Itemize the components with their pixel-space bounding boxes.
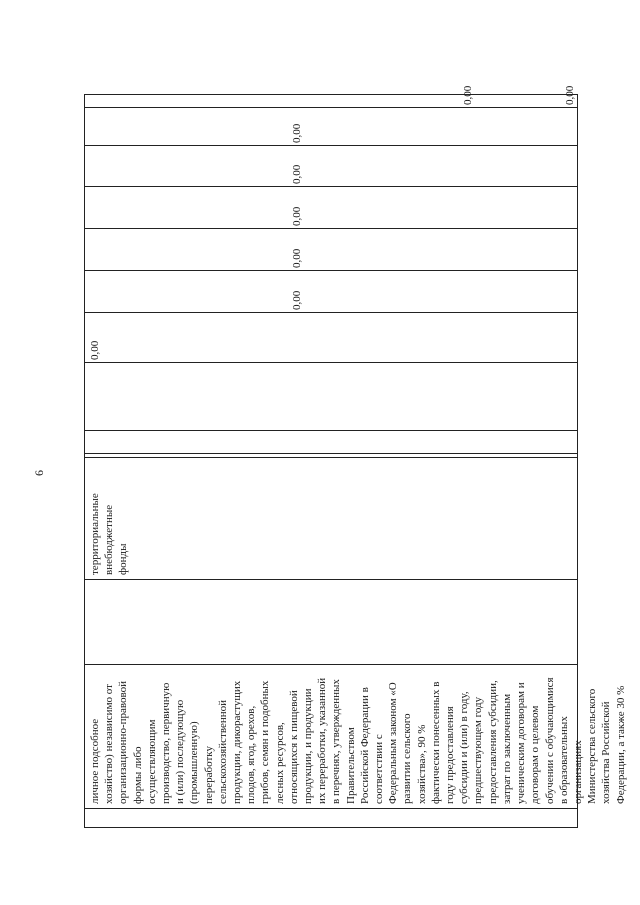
description-line: договорам о целевом — [529, 705, 542, 804]
table-left-border — [84, 827, 578, 828]
description-line: году предоставления — [444, 706, 457, 804]
description-line: переработку — [202, 746, 215, 804]
description-line: ученическим договорам и — [515, 682, 528, 804]
value-cell: 0,00 — [564, 85, 576, 105]
col-divider-1 — [84, 808, 578, 809]
description-line: формы либо — [131, 746, 144, 804]
col-divider-5 — [84, 453, 578, 454]
description-line: Российской Федерации в — [358, 687, 371, 804]
value-cell: 0,00 — [291, 290, 303, 310]
value-cell: 0,00 — [462, 85, 474, 105]
description-line: хозяйства», 90 % — [415, 724, 428, 804]
value-cell: 0,00 — [291, 123, 303, 143]
col-divider-4 — [84, 457, 578, 458]
description-line: Правительством — [344, 727, 357, 804]
description-line: сельскохозяйственной — [216, 699, 229, 804]
col-divider-12 — [84, 145, 578, 146]
table-top-border — [84, 94, 85, 828]
description-line: в перечнях, утвержденных — [330, 679, 343, 804]
description-line: фактически понесенных в — [429, 681, 442, 804]
description-line: грибов, семян и подобных — [259, 680, 272, 804]
description-line: затрат по заключенным — [500, 693, 513, 804]
description-cell — [88, 669, 628, 804]
description-line: продукции, и продукции — [302, 688, 315, 804]
col-divider-8 — [84, 312, 578, 313]
description-line: субсидии и (или) в году, — [458, 691, 471, 804]
col-divider-2 — [84, 664, 578, 665]
source-line: фонды — [117, 543, 130, 575]
description-line: предшествующем году — [472, 696, 485, 804]
source-line: внебюджетные — [103, 504, 116, 575]
description-line: их переработки, указанной — [316, 677, 329, 804]
description-line: плодов, ягод, орехов, — [245, 705, 258, 804]
col-divider-9 — [84, 270, 578, 271]
description-line: Министерства сельского — [586, 688, 599, 804]
value-cell: 0,00 — [89, 340, 101, 360]
value-cell: 0,00 — [291, 206, 303, 226]
description-line: (промышленную) — [188, 721, 201, 804]
col-divider-13 — [84, 107, 578, 108]
description-line: развитии сельского — [401, 713, 414, 804]
description-line: личное подсобное — [89, 718, 101, 804]
description-line: и (или) последующую — [174, 699, 187, 804]
description-line: обучении с обучающимися — [543, 677, 556, 804]
description-line: организациях — [571, 740, 584, 804]
col-divider-3 — [84, 579, 578, 580]
description-line: продукции, дикорастущих — [231, 680, 244, 804]
col-divider-7 — [84, 362, 578, 363]
description-line: Федерации, а также 30 % — [614, 685, 627, 804]
description-line: хозяйство) независимо от — [103, 684, 116, 804]
col-divider-6 — [84, 430, 578, 431]
description-line: Федеральным законом «О — [387, 682, 400, 804]
description-line: соответствии с — [373, 734, 386, 804]
source-cell — [88, 465, 131, 575]
value-cell: 0,00 — [291, 164, 303, 184]
rotated-page — [32, 85, 627, 828]
description-line: организационно-правовой — [117, 681, 130, 804]
description-line: осуществляющим — [145, 719, 158, 804]
col-divider-10 — [84, 228, 578, 229]
description-line: производство, первичную — [160, 682, 173, 804]
page-number: 6 — [32, 470, 46, 476]
description-line: хозяйства Российской — [600, 701, 613, 804]
source-line: территориальные — [89, 493, 101, 575]
description-line: в образовательных — [557, 716, 570, 804]
value-cell: 0,00 — [291, 248, 303, 268]
table-right-border — [84, 94, 578, 95]
description-line: лесных ресурсов, — [273, 722, 286, 804]
col-divider-11 — [84, 186, 578, 187]
description-line: относящихся к пищевой — [287, 690, 300, 804]
description-line: предоставления субсидии, — [486, 680, 499, 804]
